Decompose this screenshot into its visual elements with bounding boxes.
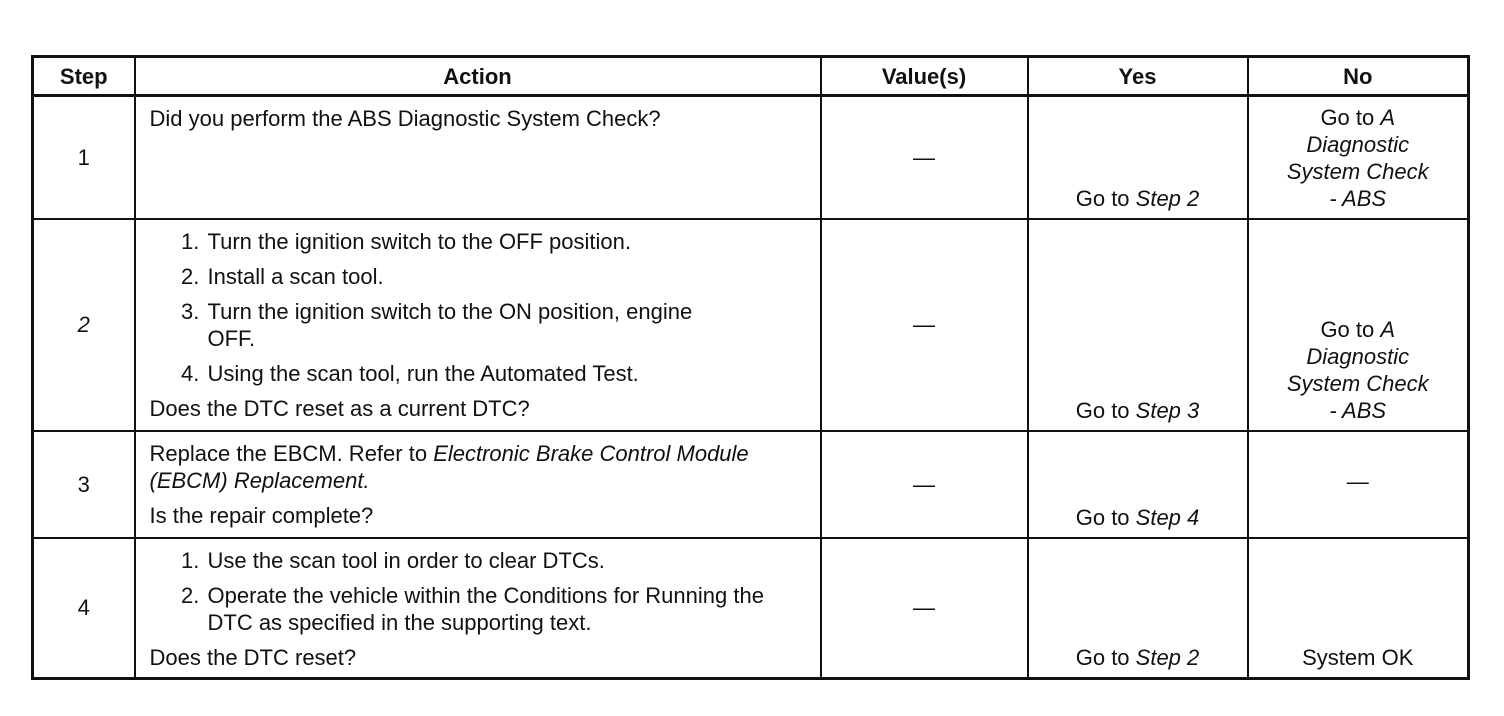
table-row [33,431,1469,538]
value-cell: — [821,538,1028,679]
yes-step-link: Step 2 [1135,644,1200,670]
list-item: 2. Operate the vehicle within the Conditions for Running the DTC as specified in the supporting text. [206,582,806,636]
action-question: Did you perform the ABS Diagnostic System Check? [149,106,661,131]
yes-step-link: Step 2 [1135,185,1200,211]
no-ref-link: A Diagnostic System Check - ABS [1286,104,1429,211]
header-values: Value(s) [821,57,1028,96]
action-question: Does the DTC reset as a current DTC? [149,395,530,421]
yes-step-link: Step 4 [1135,504,1200,530]
list-item: 1. Turn the ignition switch to the OFF position. [206,228,806,255]
no-prefix: Go to [1320,316,1381,342]
no-cell: System OK [1248,538,1469,679]
table-row [33,538,1469,679]
list-item: 4. Using the scan tool, run the Automated Test. [206,360,806,387]
yes-cell [1028,96,1248,219]
header-no: No [1248,57,1469,96]
instruction-ref-link: Electronic Brake Control Module (EBCM) Replacement. [149,440,749,493]
yes-prefix: Go to [1075,397,1136,423]
yes-cell [1028,538,1248,679]
step-number: 3 [33,431,135,538]
table-row [33,96,1469,219]
table-row [33,219,1469,431]
list-item: 1. Use the scan tool in order to clear DTCs. [206,547,806,574]
action-steps-list [150,228,806,387]
yes-prefix: Go to [1075,185,1136,211]
yes-prefix: Go to [1075,504,1136,530]
value-cell: — [821,431,1028,538]
no-cell: — [1248,431,1469,538]
header-yes: Yes [1028,57,1248,96]
step-number: 4 [33,538,135,679]
list-item: 2. Install a scan tool. [206,263,806,290]
yes-prefix: Go to [1075,644,1136,670]
action-instruction [150,440,760,494]
yes-cell [1028,431,1248,538]
header-row [33,57,1469,96]
no-prefix: Go to [1320,104,1381,130]
no-ref-link: A Diagnostic System Check - ABS [1286,316,1429,423]
action-steps-list [150,547,806,636]
step-number: 1 [33,96,135,219]
yes-cell [1028,219,1248,431]
value-cell: — [821,96,1028,219]
value-cell: — [821,219,1028,431]
header-action: Action [135,57,821,96]
action-cell [135,431,821,538]
action-cell [135,538,821,679]
header-step: Step [33,57,135,96]
step-number: 2 [33,219,135,431]
list-item: 3. Turn the ignition switch to the ON position, engine OFF. [206,298,806,352]
action-question: Does the DTC reset? [149,644,357,670]
action-question: Is the repair complete? [149,502,374,528]
diagnostic-table [31,55,1470,680]
yes-step-link: Step 3 [1135,397,1200,423]
action-cell [135,219,821,431]
instruction-prefix: Replace the EBCM. Refer to [149,440,434,466]
action-cell [135,96,821,219]
no-cell [1248,96,1469,219]
no-cell [1248,219,1469,431]
